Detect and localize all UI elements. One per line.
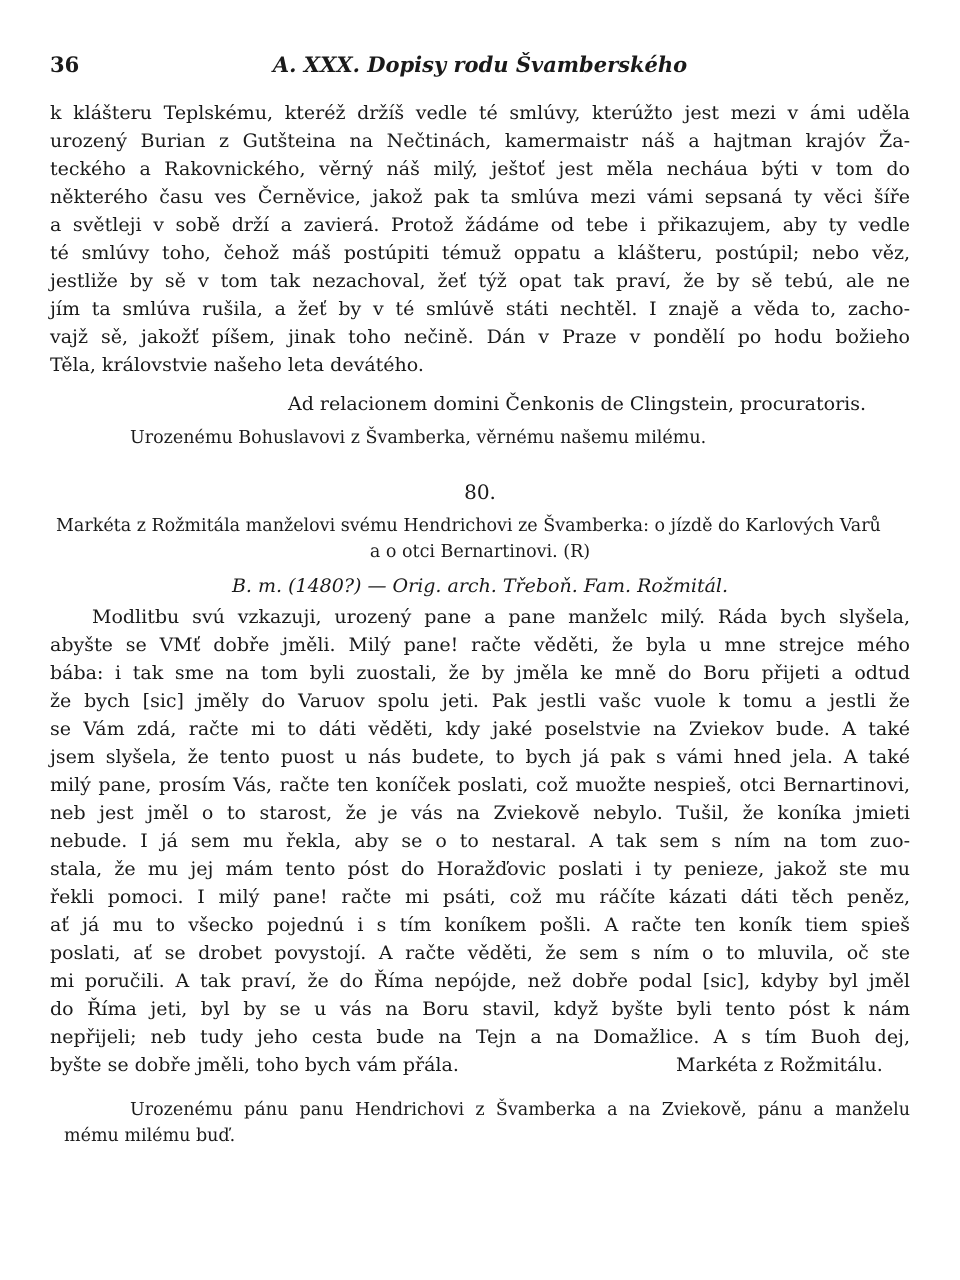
text-line: některého času ves Černěvice, jakož pak ta smlúva mezi vámi sepsaná ty věci šíře [50,186,910,208]
text-line: do Říma jeti, byl by se u vás na Boru stavil, když byšte byli tento póst k nám [50,998,910,1020]
text-line: nebude. I já sem mu řekla, aby se o to nestaral. A tak sem s ním na tom zuo- [50,830,910,852]
page-header [50,52,910,82]
text-line: nepřijeli; neb tudy jeho cesta bude na Tejn a na Domažlice. A s tím Buoh dej, [50,1026,910,1048]
text-line: k klášteru Teplskému, kteréž držíš vedle té smlúvy, kterúžto jest mezi v ámi uděla [50,102,910,124]
signature: Markéta z Rožmitálu. [676,1054,883,1076]
text-line: vajž sě, jakožť píšem, jinak toho nečině. Dán v Praze v pondělí po hodu božieho [50,326,910,348]
text-line: urozený Burian z Gutšteina na Nečtinách, kamermaistr náš a hajtman krajóv Ža- [50,130,910,152]
text-line: řekli pomoci. I milý pane! račte mi psáti, což mu ráčíte kázati dáti těch peněz, [50,886,910,908]
running-title: A. XXX. Dopisy rodu Švamberského [272,52,688,77]
text-line: jestliže by sě v tom tak nezachoval, žeť týž opat tak praví, že by sě tebú, ale ne [50,270,910,292]
letter-address: Urozenému pánu panu Hendrichovi z Švamberka a na Zviekově, pánu a manželu [130,1100,910,1120]
text-line: teckého a Rakovnického, věrný náš milý, ještoť jest měla necháua býti v tom do [50,158,910,180]
text-line: poslati, ať se drobet povystojí. A račte věděti, že sem s ním o to mluvila, oč ste [50,942,910,964]
text-line: té smlúvy toho, čehož máš postúpiti témuž oppatu a klášteru, postúpil; nebo věz, [50,242,910,264]
text-line: jím ta smlúva rušila, a žeť by v té smlúvě státi nechtěl. I znajě a věda to, zacho- [50,298,910,320]
text-line: bába: i tak sme na tom byli zuostali, že by jměla ke mně do Boru přijeti a odtud [50,662,910,684]
text-line: Těla, královstvie našeho leta devátého. [50,354,424,376]
letter-address: mému milému buď. [64,1126,236,1146]
letter-number: 80. [464,480,496,504]
letter-summary: a o otci Bernartinovi. (R) [369,542,591,562]
text-line: mi poručili. A tak praví, že do Říma nepójde, než dobře podal [sic], kdyby byl jměl [50,970,910,992]
letter-summary: Markéta z Rožmitála manželovi svému Hendrichovi ze Švamberka: o jízdě do Karlových Varů [56,516,881,536]
text-line: stala, že mu jej mám tento póst do Horažďovic poslati i ty penieze, jakož ste mu [50,858,910,880]
text-line: se Vám zdá, račte mi to dáti věděti, kdy jaké poselstvie na Zviekov bude. A také [50,718,910,740]
text-line: ať já mu to všecko pojednú i s tím koníkem pošli. A račte ten koník tiem spieš [50,914,910,936]
text-line: milý pane, prosím Vás, račte ten koníček poslati, což muožte nespieš, otci Bernartinovi, [50,774,910,796]
text-line [50,1051,910,1079]
closing-text: byšte se dobře jměli, toho bych vám přála. [50,1054,459,1076]
page-number: 36 [50,52,80,77]
text-line: jsem slyšela, že tento puost u nás budete, to bych já pak s vámi hned jela. A také [50,746,910,768]
text-line: abyšte se VMť dobře jměli. Milý pane! račte věděti, že byla u mne strejce mého [50,634,910,656]
text-line: že bych [sic] jměly do Varuov spolu jeti. Pak jestli vašc vuole k tomu a jestli že [50,690,910,712]
text-line: neb jest jměl o to starost, že je vás na Zviekově nebylo. Tušil, že koníka jmieti [50,802,910,824]
source-note: B. m. (1480?) — Orig. arch. Třeboň. Fam. Rožmitál. [231,575,729,597]
relation-note: Ad relacionem domini Čenkonis de Clingstein, procuratoris. [288,393,867,415]
letter-address: Urozenému Bohuslavovi z Švamberka, věrnému našemu milému. [130,428,707,448]
text-line: Modlitbu svú vzkazuji, urozený pane a pane manželc milý. Ráda bych slyšela, [92,606,910,628]
text-line: a světleji v sobě drží a zavierá. Protož žádáme od tebe i přikazujem, aby ty vedle [50,214,910,236]
